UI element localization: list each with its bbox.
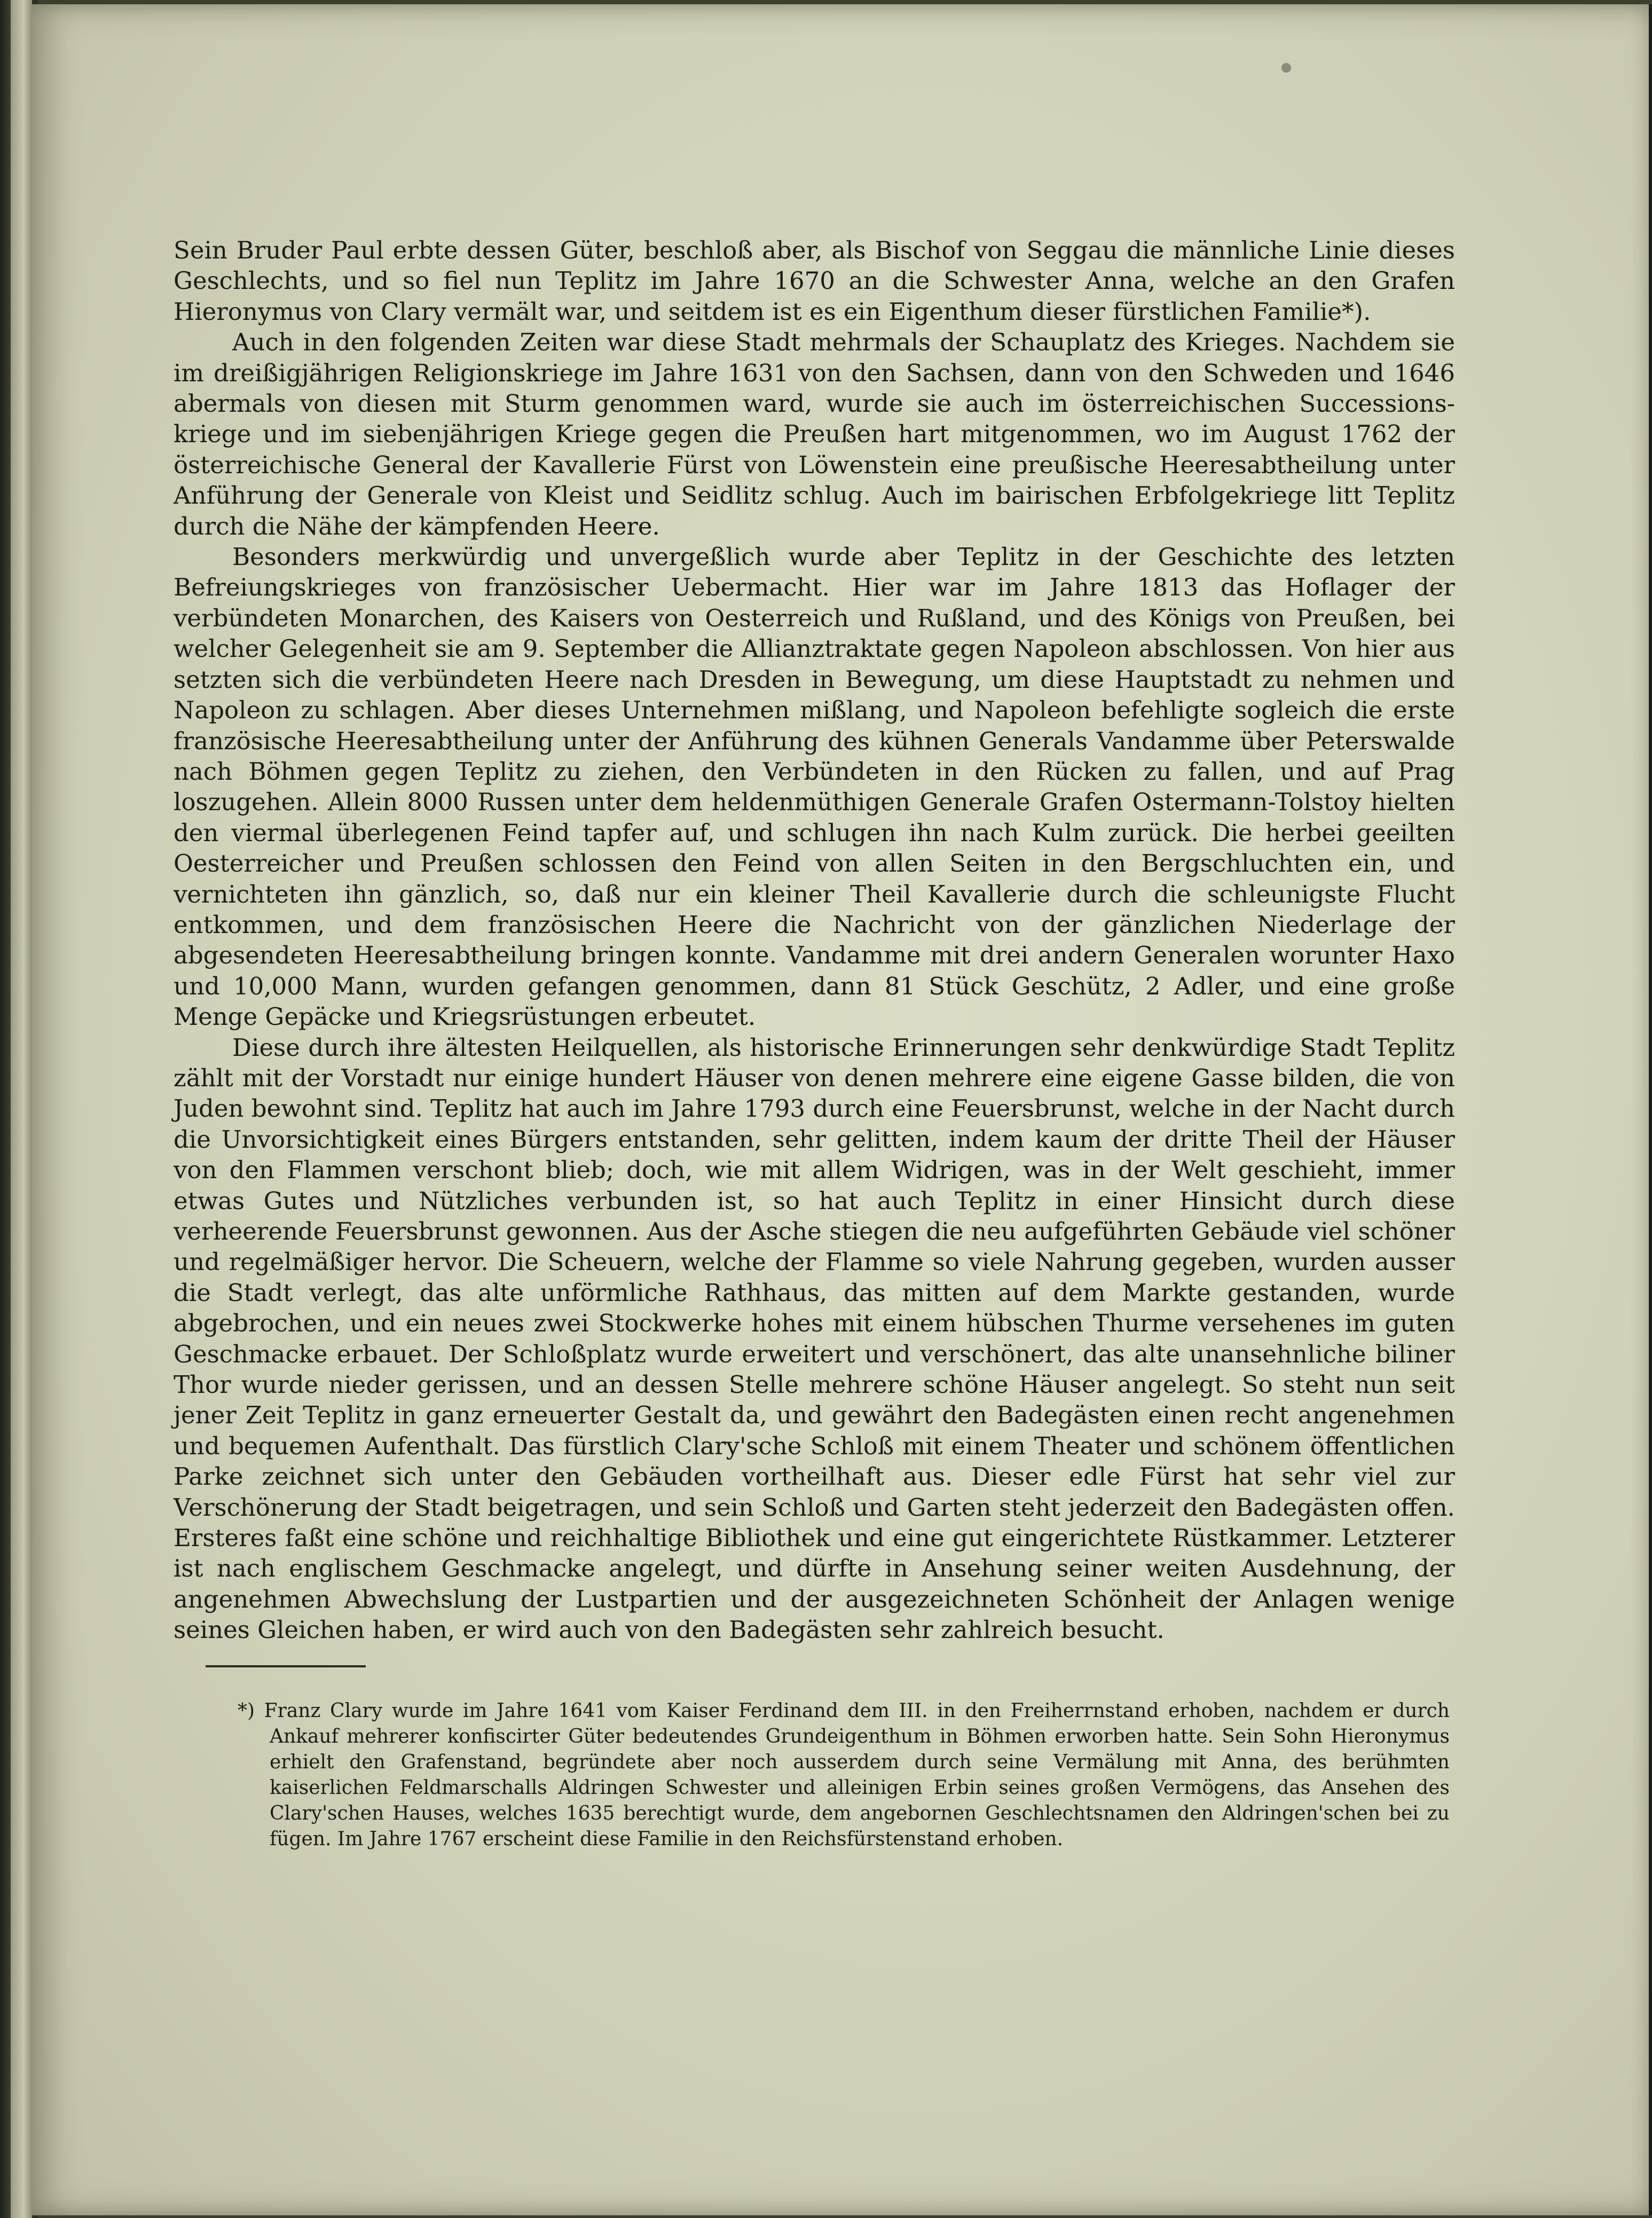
paragraph: Diese durch ihre ältesten Heilquellen, als historische Erinnerungen sehr denkwürdige Stadt Teplitz zählt mit der Vorstadt nur einige hundert Häuser von denen mehrere eine eigene Gasse bilden, die von Juden bewohnt sind. Teplitz hat auch im Jahre 1793 durch eine Feuersbrunst, welche in der Nacht durch die Unvorsichtigkeit eines Bürgers entstanden, sehr gelitten, indem kaum der dritte Theil der Häuser von den Flammen verschont blieb; doch, wie mit allem Widrigen, was in der Welt geschieht, immer etwas Gutes und Nützliches verbunden ist, so hat auch Teplitz in einer Hinsicht durch diese verheerende Feuersbrunst gewonnen. Aus der Asche stiegen die neu aufgeführten Gebäude viel schöner und regelmäßiger hervor. Die Scheuern, welche der Flamme so viele Nahrung gegeben, wurden ausser die Stadt verlegt, das alte unförmliche Rathhaus, das mitten auf dem Markte gestanden, wurde abgebrochen, und ein neues zwei Stockwerke hohes mit einem hübschen Thurme versehenes im guten Geschmacke erbauet. Der Schloßplatz wurde erweitert und verschönert, das alte unansehnliche biliner Thor wurde nieder gerissen, und an dessen Stelle mehrere schöne Häuser angelegt. So steht nun seit jener Zeit Teplitz in ganz erneuerter Gestalt da, und gewährt den Badegästen einen recht angenehmen und bequemen Aufenthalt. Das fürstlich Clary'sche Schloß mit einem Theater und schönem öffentlichen Parke zeichnet sich unter den Gebäuden vortheilhaft aus. Dieser edle Fürst hat sehr viel zur Verschönerung der Stadt beigetragen, und sein Schloß und Garten steht jederzeit den Badegästen offen. Ersteres faßt eine schöne und reichhaltige Bibliothek und eine gut eingerichtete Rüstkammer. Letzterer ist nach englischem Geschmacke angelegt, und dürfte in Ansehung seiner weiten Ausdehnung, der angenehmen Abwechslung der Lustpartien und der ausgezeichneten Schönheit der Anlagen wenige seines Gleichen haben, er wird auch von den Badegästen sehr zahlreich besucht. (174, 1033, 1455, 1644)
footnote-divider (206, 1665, 366, 1667)
paragraph: Sein Bruder Paul erbte dessen Güter, beschloß aber, als Bischof von Seggau die männliche Linie dieses Geschlechts, und so fiel nun Teplitz im Jahre 1670 an die Schwester Anna, welche an den Grafen Hieronymus von Clary vermält war, und seitdem ist es ein Eigenthum dieser fürstlichen Familie*). (174, 236, 1455, 326)
previous-page-edge (11, 0, 32, 2218)
main-text (174, 235, 1455, 1645)
footnote (238, 1698, 1450, 1852)
page-right-edge (1649, 4, 1652, 2215)
ink-spot (1281, 63, 1291, 73)
paragraph: Auch in den folgenden Zeiten war diese Stadt mehrmals der Schauplatz des Krieges. Nachdem sie im dreißigjährigen Religionskriege im Jahre 1631 von den Sachsen, dann von den Schweden und 1646 abermals von diesen mit Sturm genommen ward, wurde sie auch im österreichischen Successions-kriege und im siebenjährigen Kriege gegen die Preußen hart mitgenommen, wo im August 1762 der österreichische General der Kavallerie Fürst von Löwenstein eine preußische Heeresabtheilung unter Anführung der Generale von Kleist und Seidlitz schlug. Auch im bairischen Erbfolgekriege litt Teplitz durch die Nähe der kämpfenden Heere. (174, 328, 1455, 540)
footnote-text: *) Franz Clary wurde im Jahre 1641 vom Kaiser Ferdinand dem III. in den Freiherrnstand erhoben, nachdem er durch Ankauf mehrerer konfiscirter Güter bedeutendes Grundeigenthum in Böhmen erworben hatte. Sein Sohn Hieronymus erhielt den Grafenstand, begründete aber noch ausserdem durch seine Vermälung mit Anna, des berühmten kaiserlichen Feldmarschalls Aldringen Schwester und alleinigen Erbin seines großen Vermögens, das Ansehen des Clary'schen Hauses, welches 1635 berechtigt wurde, dem angebornen Geschlechtsnamen den Aldringen'schen bei zu fügen. Im Jahre 1767 erscheint diese Familie in den Reichsfürstenstand erhoben. (238, 1700, 1450, 1850)
paragraph: Besonders merkwürdig und unvergeßlich wurde aber Teplitz in der Geschichte des letzten Befreiungskrieges von französischer Uebermacht. Hier war im Jahre 1813 das Hoflager der verbündeten Monarchen, des Kaisers von Oesterreich und Rußland, und des Königs von Preußen, bei welcher Gelegenheit sie am 9. September die Allianztraktate gegen Napoleon abschlossen. Von hier aus setzten sich die verbündeten Heere nach Dresden in Bewegung, um diese Hauptstadt zu nehmen und Napoleon zu schlagen. Aber dieses Unternehmen mißlang, und Napoleon befehligte sogleich die erste französische Heeresabtheilung unter der Anführung des kühnen Generals Vandamme über Peterswalde nach Böhmen gegen Teplitz zu ziehen, den Verbündeten in den Rücken zu fallen, und auf Prag loszugehen. Allein 8000 Russen unter dem heldenmüthigen Generale Grafen Ostermann-Tolstoy hielten den viermal überlegenen Feind tapfer auf, und schlugen ihn nach Kulm zurück. Die herbei geeilten Oesterreicher und Preußen schlossen den Feind von allen Seiten in den Bergschluchten ein, und vernichteten ihn gänzlich, so, daß nur ein kleiner Theil Kavallerie durch die schleunigste Flucht entkommen, und dem französischen Heere die Nachricht von der gänzlichen Niederlage der abgesendeten Heeresabtheilung bringen konnte. Vandamme mit drei andern Generalen worunter Haxo und 10,000 Mann, wurden gefangen genommen, dann 81 Stück Geschütz, 2 Adler, und eine große Menge Gepäcke und Kriegsrüstungen erbeutet. (174, 543, 1455, 1031)
